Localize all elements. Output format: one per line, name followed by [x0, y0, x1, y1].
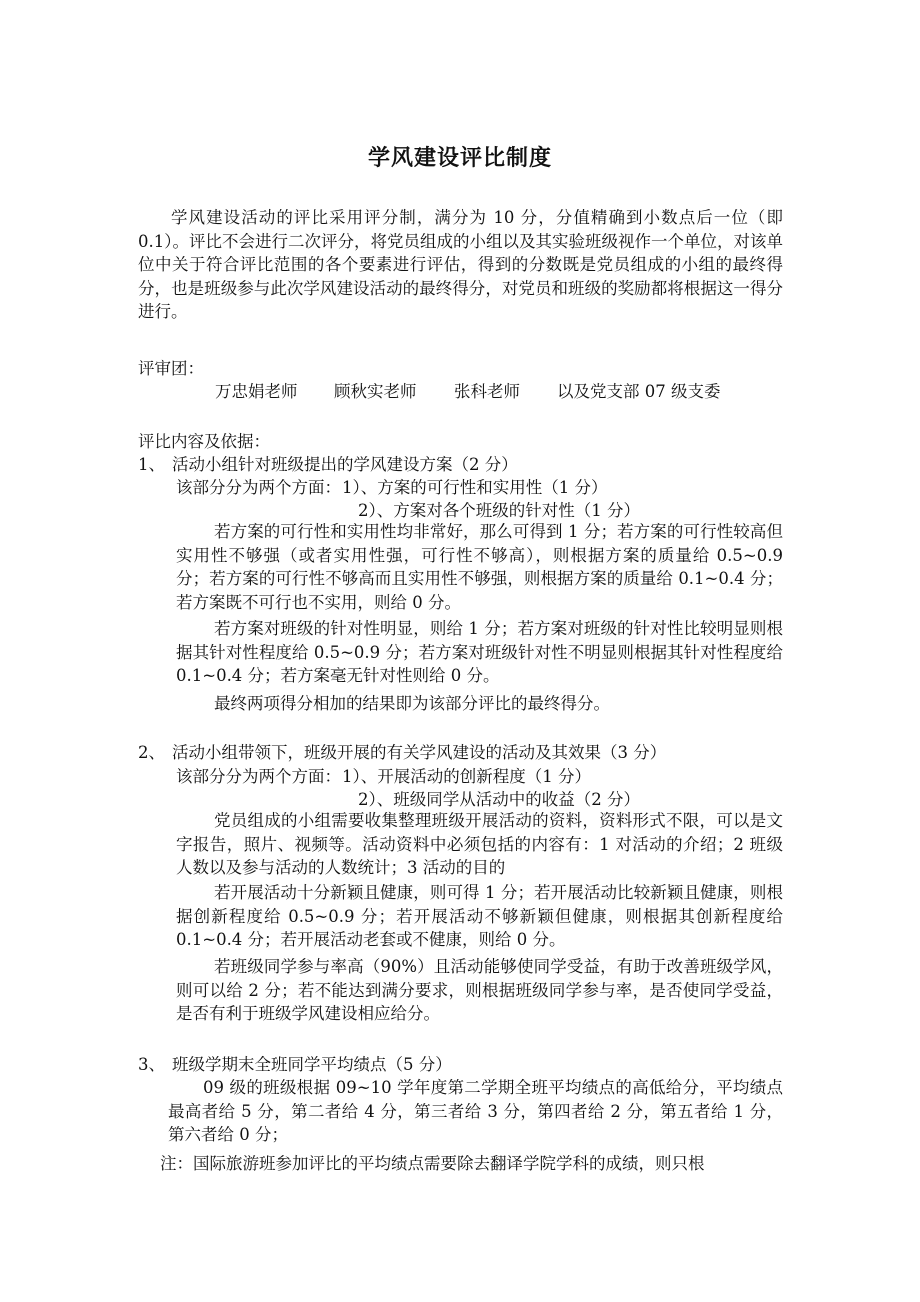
aspect-item: 1）、开展活动的创新程度（1 分） [342, 767, 591, 786]
section-paragraph: 若班级同学参与率高（90%）且活动能够使同学受益，有助于改善班级学风，则可以给 2 分；若不能达到满分要求，则根据班级同学参与率，是否使同学受益，是否有利于班级学风建设相应给分。 [176, 957, 783, 1023]
aspect-item: 2）、方案对各个班级的针对性（1 分） [358, 501, 640, 520]
section-note: 注：国际旅游班参加评比的平均绩点需要除去翻译学院学科的成绩，则只根 [160, 1154, 705, 1173]
aspects-prefix: 该部分分为两个方面： [176, 767, 341, 786]
section-paragraph: 若开展活动十分新颖且健康，则可得 1 分；若开展活动比较新颖且健康，则根据创新程度给 0.5~0.9 分；若开展活动不够新颖但健康，则根据其创新程度给 0.1~0.4 分；若开展活动老套或不健康，则给 0 分。 [176, 883, 783, 949]
aspect-item: 2）、班级同学从活动中的收益（2 分） [358, 790, 640, 809]
section-number: 1、 [138, 455, 165, 474]
section-number: 2、 [138, 743, 165, 762]
page-title: 学风建设评比制度 [367, 146, 552, 171]
section-paragraph: 最终两项得分相加的结果即为该部分评比的最终得分。 [214, 694, 610, 713]
section-paragraph: 党员组成的小组需要收集整理班级开展活动的资料，资料形式不限，可以是文字报告，照片、视频等。活动资料中必须包括的内容有：1 对活动的介绍；2 班级人数以及参与活动的人数统计；3 活动的目的 [176, 811, 783, 877]
panel-label: 评审团： [138, 359, 204, 378]
panel-member: 以及党支部 07 级支委 [557, 382, 721, 401]
section-heading: 班级学期末全班同学平均绩点（5 分） [172, 1055, 452, 1074]
section-number: 3、 [138, 1055, 165, 1074]
panel-member: 顾秋实老师 [334, 382, 417, 401]
aspects-prefix: 该部分分为两个方面： [176, 478, 341, 497]
section-paragraph: 若方案对班级的针对性明显，则给 1 分；若方案对班级的针对性比较明显则根据其针对性程度给 0.5~0.9 分；若方案对班级针对性不明显则根据其针对性程度给 0.1~0.4 分；若方案毫无针对性则给 0 分。 [176, 619, 783, 685]
panel-member: 张科老师 [454, 382, 520, 401]
content-label: 评比内容及依据： [138, 432, 270, 451]
aspect-item: 1）、方案的可行性和实用性（1 分） [342, 478, 608, 497]
section-heading: 活动小组针对班级提出的学风建设方案（2 分） [172, 455, 518, 474]
panel-member: 万忠娟老师 [215, 382, 298, 401]
section-paragraph: 09 级的班级根据 09~10 学年度第二学期全班平均绩点的高低给分，平均绩点最高者给 5 分，第二者给 4 分，第三者给 3 分，第四者给 2 分，第五者给 1 分，第六者给 0 分； [168, 1078, 783, 1144]
intro-paragraph: 学风建设活动的评比采用评分制，满分为 10 分，分值精确到小数点后一位（即 0.1）。评比不会进行二次评分，将党员组成的小组以及其实验班级视作一个单位，对该单位中关于符合评比范围的各个要素进行评估，得到的分数既是党员组成的小组的最终得分，也是班级参与此次学风建设活动的最终得分，对党员和班级的奖励都将根据这一得分进行。 [138, 208, 783, 321]
section-heading: 活动小组带领下，班级开展的有关学风建设的活动及其效果（3 分） [172, 743, 667, 762]
section-paragraph: 若方案的可行性和实用性均非常好，那么可得到 1 分；若方案的可行性较高但实用性不够强（或者实用性强，可行性不够高），则根据方案的质量给 0.5~0.9 分；若方案的可行性不够高而且实用性不够强，则根据方案的质量给 0.1~0.4 分；若方案既不可行也不实用，则给 0 分。 [176, 522, 783, 612]
